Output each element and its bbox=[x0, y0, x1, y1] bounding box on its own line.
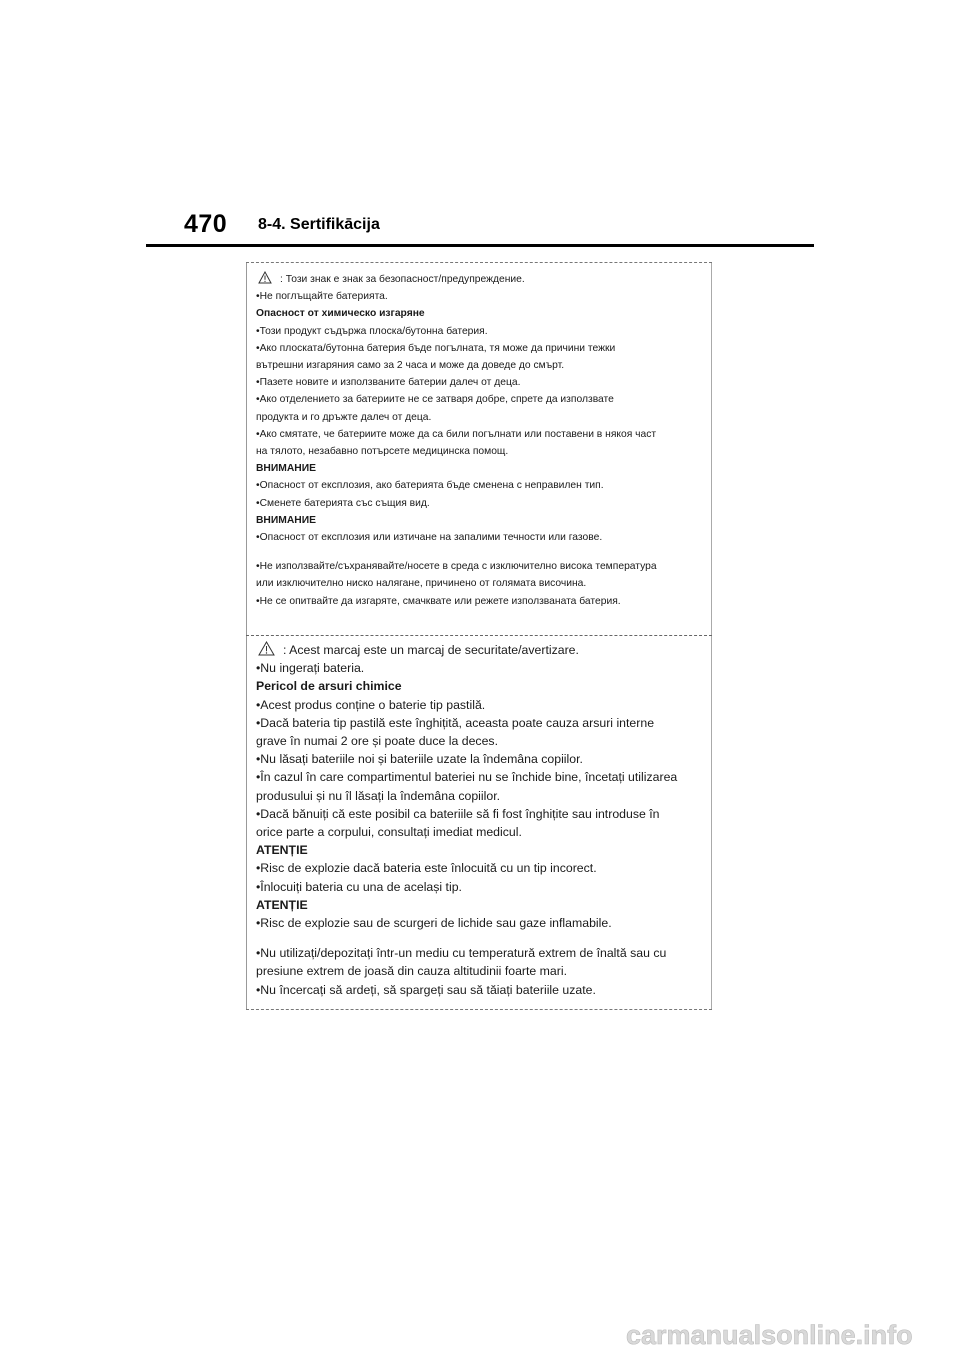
bulgarian-line: •Опасност от експлозия или изтичане на запалими течности или газове. bbox=[256, 532, 603, 544]
romanian-line: •Nu încercați să ardeți, să spargeți sau să tăiați bateriile uzate. bbox=[256, 982, 596, 997]
watermark-logo bbox=[626, 1314, 956, 1354]
romanian-line: •Înlocuiți bateria cu una de același tip. bbox=[256, 879, 462, 894]
bulgarian-line: •Ако смятате, че батериите може да са били погълнати или поставени в някоя част bbox=[256, 428, 657, 440]
scanned-warning-label bbox=[246, 262, 712, 1010]
romanian-line: •Risc de explozie sau de scurgeri de lichide sau gaze inflamabile. bbox=[256, 916, 612, 931]
bulgarian-line: •Сменете батерията със същия вид. bbox=[256, 497, 430, 509]
warning-triangle-icon bbox=[258, 271, 272, 284]
bulgarian-line: на тялото, незабавно потърсете медицинска помощ. bbox=[256, 446, 509, 458]
bulgarian-line: или изключително ниско налягане, причинено от голямата височина. bbox=[256, 578, 587, 590]
romanian-heading: Pericol de arsuri chimice bbox=[256, 679, 402, 694]
label-right-border bbox=[711, 263, 712, 1009]
romanian-line: •Nu lăsați bateriile noi și bateriile uzate la îndemâna copiilor. bbox=[256, 752, 583, 767]
romanian-warning-block bbox=[256, 641, 704, 999]
romanian-mark-text: : Acest marcaj este un marcaj de securitate/avertizare. bbox=[283, 643, 579, 657]
romanian-line: •Dacă bateria tip pastilă este înghițită, aceasta poate cauza arsuri interne bbox=[256, 715, 655, 730]
romanian-line: •Nu ingerați bateria. bbox=[256, 661, 365, 676]
romanian-line: •În cazul în care compartimentul bateriei nu se închide bine, încetați utilizarea bbox=[256, 770, 678, 785]
romanian-caution-heading: ATENȚIE bbox=[256, 843, 308, 858]
header-rule bbox=[146, 244, 814, 247]
romanian-line: •Nu utilizați/depozitați într-un mediu cu temperatură extrem de înaltă sau cu bbox=[256, 946, 667, 961]
bulgarian-line: •Ако плоската/бутонна батерия бъде погълната, тя може да причини тежки bbox=[256, 342, 616, 354]
bulgarian-line: продукта и го дръжте далеч от деца. bbox=[256, 411, 432, 423]
page-number: 470 bbox=[184, 210, 228, 238]
bulgarian-line: •Опасност от експлозия, ако батерията бъде сменена с неправилен тип. bbox=[256, 480, 604, 492]
bulgarian-line: •Не поглъщайте батерията. bbox=[256, 291, 388, 303]
bulgarian-line: •Пазете новите и използваните батерии далеч от деца. bbox=[256, 377, 521, 389]
language-divider bbox=[246, 635, 712, 636]
warning-triangle-icon bbox=[258, 641, 275, 656]
bulgarian-line: вътрешни изгаряния само за 2 часа и може да доведе до смърт. bbox=[256, 360, 565, 372]
bulgarian-caution-heading: ВНИМАНИЕ bbox=[256, 514, 316, 526]
bulgarian-mark-line bbox=[256, 271, 704, 288]
label-left-border bbox=[246, 263, 247, 1009]
bulgarian-line: •Не използвайте/съхранявайте/носете в среда с изключително висока температура bbox=[256, 561, 657, 573]
romanian-line: •Dacă bănuiți că este posibil ca bateriile să fi fost înghițite sau introduse în bbox=[256, 806, 660, 821]
page-header bbox=[0, 0, 960, 250]
watermark-text: carmanualsonline.info bbox=[626, 1320, 913, 1350]
romanian-line: produsului și nu îl lăsați la îndemâna copiilor. bbox=[256, 788, 501, 803]
bulgarian-line: •Не се опитвайте да изгаряте, смачквате или режете използваната батерия. bbox=[256, 595, 621, 607]
romanian-line: •Risc de explozie dacă bateria este înlocuită cu un tip incorect. bbox=[256, 861, 597, 876]
romanian-caution-heading: ATENȚIE bbox=[256, 897, 308, 912]
romanian-line: presiune extrem de joasă din cauza altitudinii foarte mari. bbox=[256, 964, 568, 979]
bulgarian-heading: Опасност от химическо изгаряне bbox=[256, 308, 425, 320]
section-title: 8-4. Sertifikācija bbox=[258, 216, 380, 233]
bulgarian-line: •Ако отделението за батериите не се затваря добре, спрете да използвате bbox=[256, 394, 614, 406]
romanian-mark-line bbox=[256, 641, 704, 659]
romanian-line: orice parte a corpului, consultați imediat medicul. bbox=[256, 825, 522, 840]
bulgarian-warning-block bbox=[256, 271, 704, 610]
bulgarian-line: •Този продукт съдържа плоска/бутонна батерия. bbox=[256, 325, 488, 337]
romanian-line: grave în numai 2 ore și poate duce la deces. bbox=[256, 734, 498, 749]
romanian-line: •Acest produs conține o baterie tip pastilă. bbox=[256, 697, 486, 712]
bulgarian-caution-heading: ВНИМАНИЕ bbox=[256, 463, 316, 475]
bulgarian-mark-text: : Този знак е знак за безопасност/предупреждение. bbox=[280, 274, 525, 285]
